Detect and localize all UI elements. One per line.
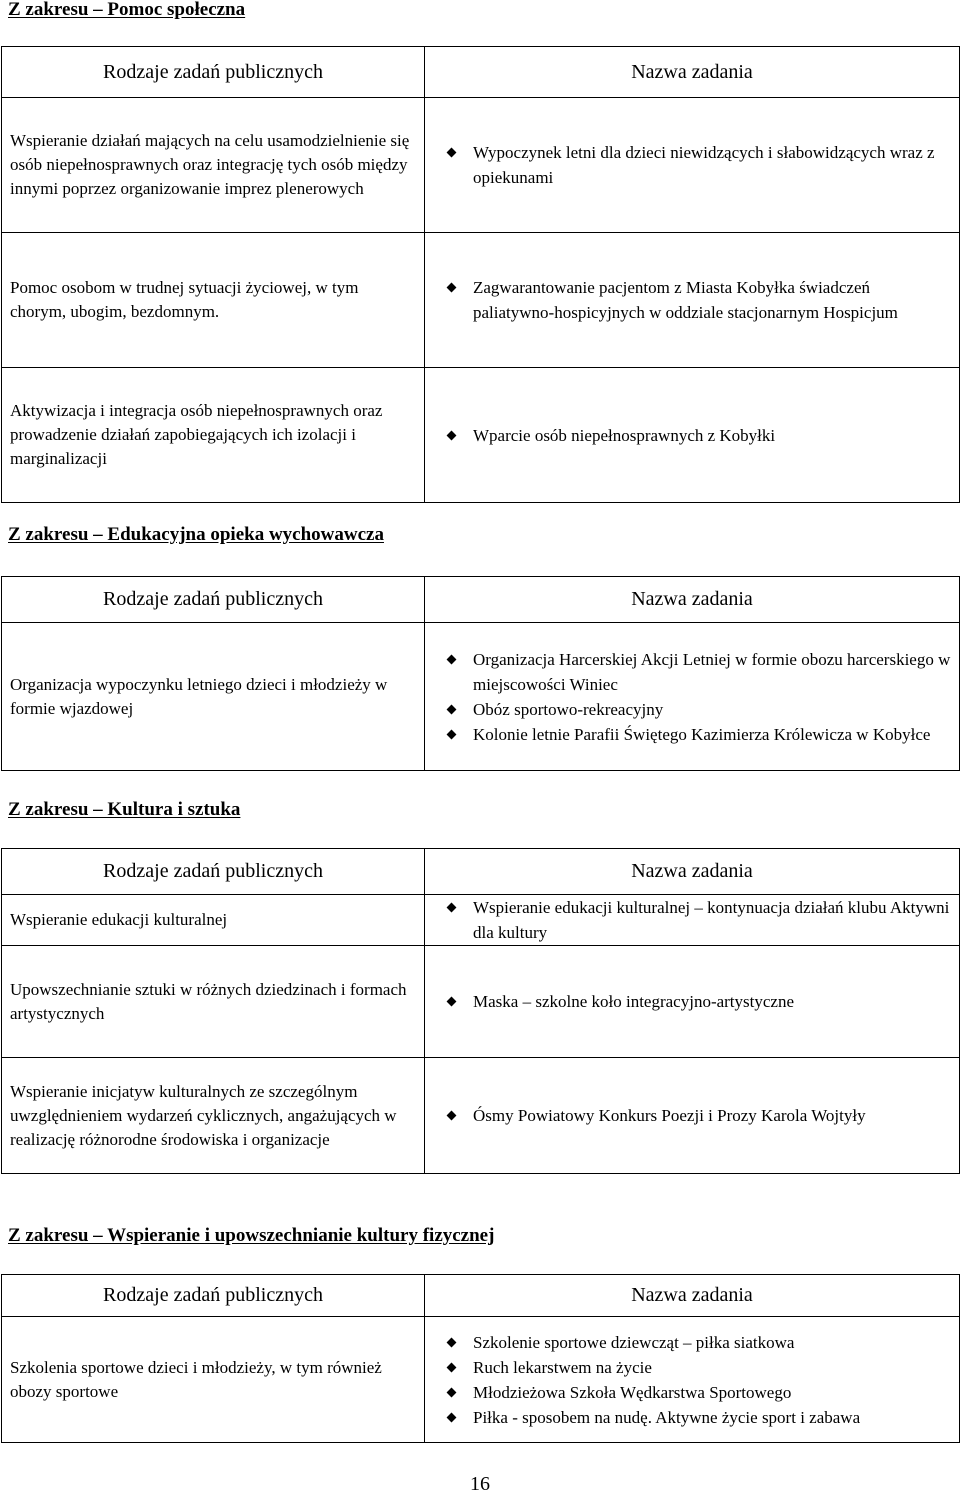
task-type-text: Upowszechnianie sztuki w różnych dziedzinach i formach artystycznych bbox=[10, 979, 407, 1023]
task-type-text: Wspieranie inicjatyw kulturalnych ze szczególnym uwzględnieniem wydarzeń cyklicznych, angażujących w realizację różnorodne środowiska i organizacje bbox=[10, 1081, 397, 1149]
task-name-item: Szkolenie sportowe dziewcząt – piłka siatkowa bbox=[433, 1330, 951, 1355]
culture-table bbox=[1, 848, 960, 1174]
section-heading-culture: Z zakresu – Kultura i sztuka bbox=[8, 799, 241, 820]
task-name-item: Młodzieżowa Szkoła Wędkarstwa Sportowego bbox=[433, 1380, 951, 1405]
task-name-item: Maska – szkolne koło integracyjno-artystyczne bbox=[433, 989, 951, 1014]
task-name-item: Wypoczynek letni dla dzieci niewidzących i słabowidzących wraz z opiekunami bbox=[433, 140, 951, 190]
table-row bbox=[2, 1317, 960, 1443]
task-type-text: Aktywizacja i integracja osób niepełnosprawnych oraz prowadzenie działań zapobiegających ich izolacji i marginalizacji bbox=[10, 401, 383, 468]
column-header-task-name: Nazwa zadania bbox=[425, 1275, 960, 1317]
section-heading-physical-culture: Z zakresu – Wspieranie i upowszechnianie kultury fizycznej bbox=[8, 1225, 495, 1246]
column-header-task-types: Rodzaje zadań publicznych bbox=[2, 577, 425, 623]
task-name-item: Organizacja Harcerskiej Akcji Letniej w formie obozu harcerskiego w miejscowości Winiec bbox=[433, 647, 951, 697]
column-header-task-name: Nazwa zadania bbox=[425, 849, 960, 895]
table-row bbox=[2, 623, 960, 771]
table-row bbox=[2, 233, 960, 368]
task-name-item: Ruch lekarstwem na życie bbox=[433, 1355, 951, 1380]
column-header-task-types: Rodzaje zadań publicznych bbox=[2, 1275, 425, 1317]
table-row bbox=[2, 1058, 960, 1174]
social-aid-table bbox=[1, 46, 960, 503]
section-heading-education: Z zakresu – Edukacyjna opieka wychowawcza bbox=[8, 524, 384, 545]
task-type-text: Organizacja wypoczynku letniego dzieci i młodzieży w formie wjazdowej bbox=[10, 674, 388, 718]
task-name-item: Kolonie letnie Parafii Świętego Kazimierza Królewicza w Kobyłce bbox=[433, 722, 951, 747]
task-name-item: Piłka - sposobem na nudę. Aktywne życie sport i zabawa bbox=[433, 1405, 951, 1430]
task-type-text: Szkolenia sportowe dzieci i młodzieży, w tym również obozy sportowe bbox=[10, 1357, 382, 1401]
column-header-task-types: Rodzaje zadań publicznych bbox=[2, 47, 425, 98]
table-row bbox=[2, 368, 960, 503]
table-row bbox=[2, 895, 960, 946]
task-name-item: Wspieranie edukacji kulturalnej – kontynuacja działań klubu Aktywni dla kultury bbox=[433, 895, 951, 945]
page-number: 16 bbox=[470, 1473, 490, 1495]
task-name-item: Ósmy Powiatowy Konkurs Poezji i Prozy Karola Wojtyły bbox=[433, 1103, 951, 1128]
task-name-item: Wparcie osób niepełnosprawnych z Kobyłki bbox=[433, 423, 951, 448]
table-row bbox=[2, 946, 960, 1058]
column-header-task-types: Rodzaje zadań publicznych bbox=[2, 849, 425, 895]
task-name-item: Zagwarantowanie pacjentom z Miasta Kobyłka świadczeń paliatywno-hospicyjnych w oddziale stacjonarnym Hospicjum bbox=[433, 275, 951, 325]
task-type-text: Wspieranie edukacji kulturalnej bbox=[10, 910, 228, 929]
education-table bbox=[1, 576, 960, 771]
table-row bbox=[2, 98, 960, 233]
section-heading-social-aid: Z zakresu – Pomoc społeczna bbox=[8, 0, 246, 20]
column-header-task-name: Nazwa zadania bbox=[425, 577, 960, 623]
task-type-text: Wspieranie działań mających na celu usamodzielnienie się osób niepełnosprawnych oraz integrację tych osób między innymi poprzez organizowanie imprez plenerowych bbox=[10, 131, 410, 198]
task-type-text: Pomoc osobom w trudnej sytuacji życiowej, w tym chorym, ubogim, bezdomnym. bbox=[10, 278, 359, 321]
physical-culture-table bbox=[1, 1274, 960, 1443]
task-name-item: Obóz sportowo-rekreacyjny bbox=[433, 697, 951, 722]
column-header-task-name: Nazwa zadania bbox=[425, 47, 960, 98]
